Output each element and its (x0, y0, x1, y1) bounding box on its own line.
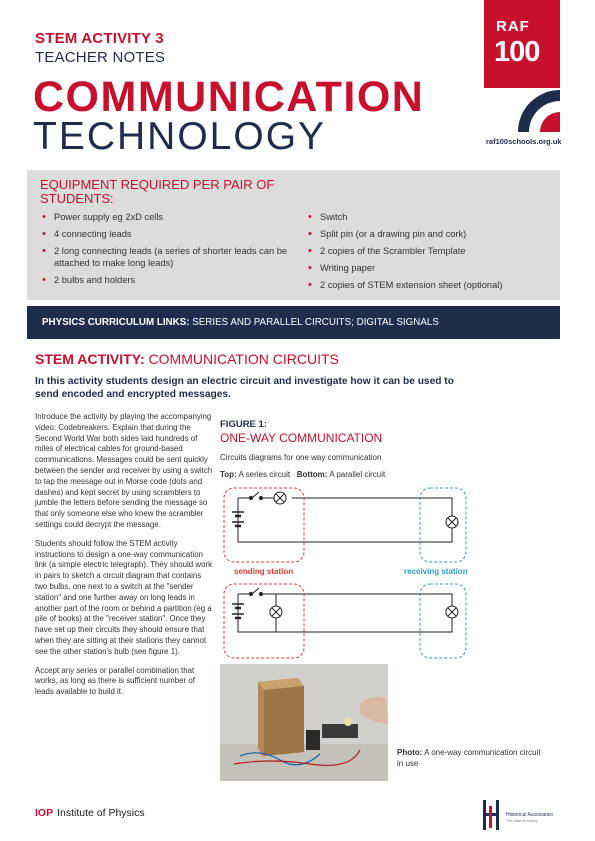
list-item: • Power supply eg 2xD cells (40, 212, 310, 224)
list-item: • Split pin (or a drawing pin and cork) (306, 229, 556, 241)
hundred-text: 100 (494, 36, 540, 68)
curriculum-label: PHYSICS CURRICULUM LINKS: (42, 317, 190, 328)
activity-title: COMMUNICATION CIRCUITS (144, 351, 339, 367)
historical-association-name: Historical Association (506, 812, 554, 818)
bottom-text: A parallel circuit (327, 470, 386, 479)
website-link[interactable]: raf100schools.org.uk (486, 137, 562, 146)
list-item: • Switch (306, 212, 556, 224)
iop-logo (35, 807, 145, 819)
series-circuit-diagram (224, 488, 466, 562)
paragraph: Accept any series or parallel combination that works, as long as there is sufficient number of leads available to build it. (35, 665, 195, 697)
list-item: • Writing paper (306, 263, 556, 275)
top-text: A series circuit (236, 470, 291, 479)
photo-caption (397, 748, 547, 769)
paragraph: Introduce the activity by playing the accompanying video: Codebreakers. Explain that during the Second World War both sides laid hundreds of miles of electrical cables for ground-based communications. Messages could be sent quickly between the sender and receiver by using a switch to tap the message out in Morse code (dots and dashes) and kept secret by using scramblers to jumble the letters before sending the message so that only someone else who knew the scrambler settings could decrypt the message. (35, 412, 213, 529)
sending-station-label: sending station (234, 567, 294, 576)
top-label: Top: (220, 470, 237, 479)
receiving-station-label: receiving station (404, 567, 468, 576)
body-text (35, 412, 213, 706)
figure-label: FIGURE 1: (220, 419, 267, 430)
list-item: • 4 connecting leads (40, 229, 310, 241)
figure-subtitle: Circuits diagrams for one way communication (220, 453, 382, 462)
equipment-box (27, 170, 560, 300)
curriculum-text: SERIES AND PARALLEL CIRCUITS; DIGITAL SIGNALS (189, 317, 439, 328)
roundel-icon (484, 88, 560, 132)
activity-label: STEM ACTIVITY: (35, 351, 145, 367)
list-item: • 2 copies of STEM extension sheet (optional) (306, 280, 556, 292)
photo-caption-text: A one-way communication circuit in use (397, 748, 541, 768)
list-item: • 2 bulbs and holders (40, 275, 310, 287)
teacher-notes-label: TEACHER NOTES (35, 49, 166, 66)
figure-title: ONE-WAY COMMUNICATION (220, 431, 383, 445)
activity-number: 3 (155, 30, 164, 47)
stem-activity-text: STEM ACTIVITY (35, 30, 152, 47)
circuit-photo (220, 664, 388, 781)
equipment-list-left (40, 212, 310, 292)
curriculum-links-bar (27, 306, 560, 339)
parallel-circuit-diagram (224, 584, 466, 658)
bottom-label: Bottom: (296, 470, 328, 479)
historical-association-logo-icon (478, 798, 504, 832)
activity-heading (35, 351, 339, 367)
photo-caption-label: Photo: (397, 748, 423, 757)
figure-legend (220, 470, 385, 479)
raf-text: RAF (496, 18, 530, 35)
activity-intro: In this activity students design an electric circuit and investigate how it can be used to send encoded and encrypted messages. (35, 376, 454, 400)
stem-activity-label (35, 30, 164, 47)
list-item: • 2 long connecting leads (a series of shorter leads can be attached to make long leads) (40, 246, 310, 269)
list-item: • 2 copies of the Scrambler Template (306, 246, 556, 258)
historical-association-tagline: The voice for history (506, 819, 538, 823)
equipment-title: EQUIPMENT REQUIRED PER PAIR OF STUDENTS: (40, 177, 275, 206)
paragraph: Students should follow the STEM activity instructions to design a one-way communication link (a simple electric telegraph). They should work in pairs to sketch a circuit diagram that contains two bulbs, one next to a switch at the "sender station" and one further away on long leads in another part of the room or behind a partition (eg a pile of books) at the "receiver station". Once they have set up their circuits they should ensure that when they are sitting at their stations they cannot see the other station's bulb (see figure 1). (35, 538, 213, 656)
page-title-line1: COMMUNICATION (33, 73, 425, 121)
iop-abbr: IOP (35, 807, 54, 819)
raf100-logo (484, 0, 560, 88)
equipment-list-right (306, 212, 556, 297)
page-title-line2: TECHNOLOGY (33, 115, 327, 158)
iop-name: Institute of Physics (57, 807, 145, 819)
